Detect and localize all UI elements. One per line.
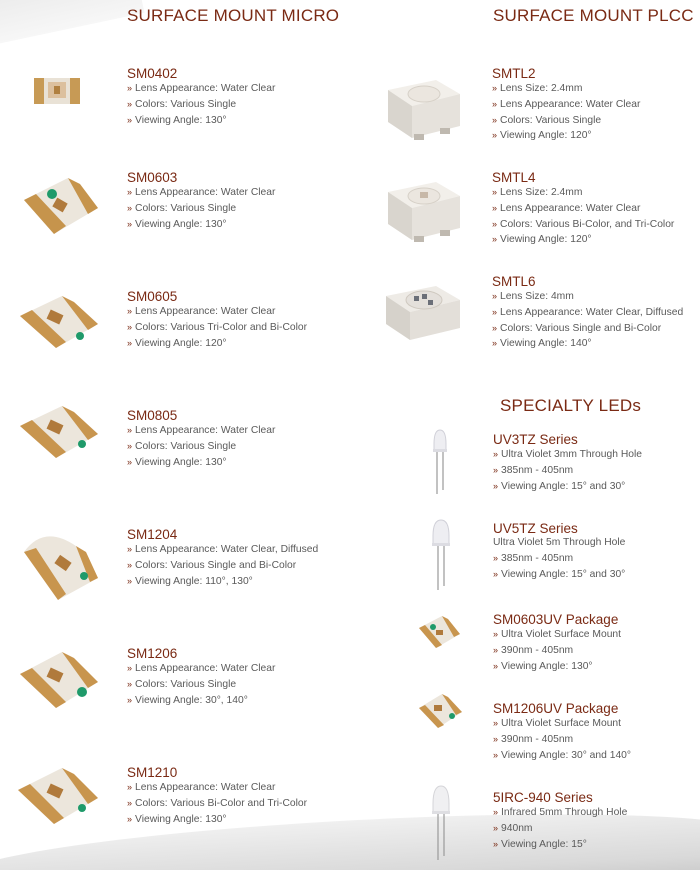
- sm0805-led-image: [14, 400, 104, 466]
- product-uv3tz: [493, 432, 700, 494]
- product-sm0402: [127, 66, 367, 128]
- product-sm1204: [127, 527, 367, 589]
- 5irc-940-led-image: [428, 782, 454, 862]
- product-sm0603: [127, 170, 367, 232]
- spec-line: » Viewing Angle: 120°: [127, 337, 227, 349]
- spec-line: » 385nm - 405nm: [493, 464, 574, 476]
- spec-line: » Viewing Angle: 130°: [127, 813, 227, 825]
- spec-line: » Lens Appearance: Water Clear: [492, 202, 641, 214]
- bullet-icon: »: [127, 813, 133, 824]
- spec-line: » 390nm - 405nm: [493, 644, 574, 656]
- bullet-icon: »: [127, 306, 133, 316]
- bullet-icon: »: [492, 234, 498, 245]
- spec-line: » Lens Appearance: Water Clear, Diffused: [492, 306, 684, 318]
- sm1204-led-image: [14, 518, 106, 608]
- spec-line: » Lens Appearance: Water Clear: [127, 187, 276, 198]
- bullet-icon: »: [492, 322, 498, 333]
- spec-line: » Viewing Angle: 130°: [127, 114, 227, 126]
- spec-line: » Viewing Angle: 120°: [492, 234, 592, 246]
- sm0603uv-led-image: [416, 612, 462, 654]
- bullet-icon: »: [492, 114, 498, 125]
- sm0402-led-image: [28, 70, 88, 112]
- bullet-icon: »: [127, 83, 133, 93]
- bullet-icon: »: [493, 464, 499, 475]
- product-5irc-940: [493, 790, 700, 852]
- bullet-icon: »: [127, 797, 133, 808]
- spec-line: » Lens Appearance: Water Clear: [127, 425, 276, 436]
- product-sm0605: [127, 289, 367, 351]
- bullet-icon: »: [127, 337, 133, 348]
- spec-line: » Ultra Violet Surface Mount: [493, 718, 622, 729]
- bullet-icon: »: [493, 749, 499, 760]
- spec-line: » Lens Appearance: Water Clear: [127, 83, 276, 94]
- product-name: SM1210: [127, 765, 178, 780]
- bullet-icon: »: [127, 98, 133, 109]
- spec-line: » Lens Appearance: Water Clear: [127, 782, 276, 793]
- spec-line: » Viewing Angle: 30° and 140°: [493, 749, 632, 761]
- product-smtl4: [492, 170, 700, 248]
- bullet-icon: »: [493, 552, 499, 563]
- bullet-icon: »: [127, 440, 133, 451]
- bullet-icon: »: [127, 663, 133, 673]
- product-name: SMTL6: [492, 274, 536, 289]
- spec-line: » 385nm - 405nm: [493, 552, 574, 564]
- bullet-icon: »: [492, 98, 498, 109]
- bullet-icon: »: [127, 678, 133, 689]
- product-name: SMTL2: [492, 66, 536, 81]
- bullet-icon: »: [127, 694, 133, 705]
- bullet-icon: »: [127, 425, 133, 435]
- product-sm1206: [127, 646, 367, 708]
- corner-decoration: [0, 0, 144, 46]
- sm1210-led-image: [12, 762, 104, 834]
- product-uv5tz: [493, 521, 700, 582]
- sm1206uv-led-image: [416, 690, 464, 734]
- product-name: SMTL4: [492, 170, 536, 185]
- spec-line: » Lens Size: 2.4mm: [492, 187, 583, 198]
- spec-line: » Lens Appearance: Water Clear: [127, 306, 276, 317]
- bullet-icon: »: [492, 338, 498, 349]
- spec-line: » Colors: Various Bi-Color and Tri-Color: [127, 797, 308, 809]
- bullet-icon: »: [127, 782, 133, 792]
- bullet-icon: »: [127, 559, 133, 570]
- spec-line: » Viewing Angle: 15°: [493, 838, 587, 850]
- product-name: SM0402: [127, 66, 178, 81]
- smtl2-led-image: [384, 72, 464, 144]
- spec-line: » Colors: Various Single: [127, 440, 237, 452]
- bullet-icon: »: [493, 733, 499, 744]
- bullet-icon: »: [127, 114, 133, 125]
- bullet-icon: »: [127, 218, 133, 229]
- spec-line: » Viewing Angle: 30°, 140°: [127, 694, 248, 706]
- product-smtl6: [492, 274, 700, 352]
- spec-line: » Viewing Angle: 15° and 30°: [493, 480, 626, 492]
- bullet-icon: »: [492, 291, 498, 301]
- bullet-icon: »: [127, 456, 133, 467]
- spec-line: » Infrared 5mm Through Hole: [493, 807, 628, 818]
- product-smtl2: [492, 66, 700, 144]
- spec-line: » 390nm - 405nm: [493, 733, 574, 745]
- product-sm0603uv: [493, 612, 700, 674]
- product-name: SM0603: [127, 170, 178, 185]
- spec-line: » Colors: Various Single: [127, 98, 237, 110]
- product-name: SM0603UV Package: [493, 612, 619, 627]
- product-name: UV3TZ Series: [493, 432, 578, 447]
- product-name: 5IRC-940 Series: [493, 790, 593, 805]
- spec-line: » Viewing Angle: 130°: [127, 456, 227, 468]
- bullet-icon: »: [492, 218, 498, 229]
- bullet-icon: »: [493, 807, 499, 817]
- bullet-icon: »: [492, 83, 498, 93]
- spec-line: » Colors: Various Bi-Color, and Tri-Color: [492, 218, 675, 230]
- spec-line: » Lens Appearance: Water Clear: [127, 663, 276, 674]
- bullet-icon: »: [493, 718, 499, 728]
- bullet-icon: »: [492, 202, 498, 213]
- bullet-icon: »: [493, 838, 499, 849]
- spec-line: » Colors: Various Single: [127, 202, 237, 214]
- smtl4-led-image: [384, 174, 464, 246]
- spec-line: » Lens Size: 2.4mm: [492, 83, 583, 94]
- spec-line: » Lens Size: 4mm: [492, 291, 574, 302]
- spec-line: » Colors: Various Tri-Color and Bi-Color: [127, 321, 308, 333]
- uv3tz-led-image: [428, 426, 452, 496]
- bullet-icon: »: [127, 321, 133, 332]
- description-line: Ultra Violet 5m Through Hole: [493, 537, 626, 548]
- spec-line: » Colors: Various Single and Bi-Color: [127, 559, 297, 571]
- spec-line: » Ultra Violet Surface Mount: [493, 629, 622, 640]
- product-name: SM1204: [127, 527, 178, 542]
- bullet-icon: »: [127, 575, 133, 586]
- spec-line: » Lens Appearance: Water Clear, Diffused: [127, 544, 319, 555]
- product-name: SM0805: [127, 408, 178, 423]
- sm1206-led-image: [14, 646, 104, 718]
- bullet-icon: »: [492, 187, 498, 197]
- bullet-icon: »: [493, 568, 499, 579]
- heading-surface-mount-plcc: SURFACE MOUNT PLCC: [493, 6, 694, 25]
- spec-line: » Viewing Angle: 110°, 130°: [127, 575, 253, 587]
- bullet-icon: »: [127, 544, 133, 554]
- bullet-icon: »: [493, 644, 499, 655]
- product-sm1210: [127, 765, 367, 827]
- product-name: SM1206UV Package: [493, 701, 619, 716]
- bullet-icon: »: [493, 449, 499, 459]
- spec-line: » Viewing Angle: 120°: [492, 130, 592, 142]
- bullet-icon: »: [493, 480, 499, 491]
- bullet-icon: »: [493, 660, 499, 671]
- bullet-icon: »: [127, 187, 133, 197]
- spec-line: » 940nm: [493, 822, 533, 834]
- product-sm1206uv: [493, 701, 700, 763]
- product-name: SM1206: [127, 646, 178, 661]
- spec-line: » Viewing Angle: 130°: [493, 660, 593, 672]
- spec-line: » Ultra Violet 3mm Through Hole: [493, 449, 642, 460]
- product-name: SM0605: [127, 289, 178, 304]
- sm0605-led-image: [14, 290, 104, 356]
- bullet-icon: »: [127, 202, 133, 213]
- bullet-icon: »: [492, 130, 498, 141]
- uv5tz-led-image: [428, 516, 454, 592]
- heading-surface-mount-micro: SURFACE MOUNT MICRO: [127, 6, 340, 25]
- bullet-icon: »: [492, 306, 498, 317]
- sm0603-led-image: [16, 170, 104, 242]
- bullet-icon: »: [493, 629, 499, 639]
- smtl6-led-image: [382, 280, 464, 344]
- heading-specialty-leds: SPECIALTY LEDs: [500, 396, 642, 415]
- product-name: UV5TZ Series: [493, 521, 578, 536]
- spec-line: » Colors: Various Single: [127, 678, 237, 690]
- spec-line: » Colors: Various Single: [492, 114, 602, 126]
- spec-line: » Colors: Various Single and Bi-Color: [492, 322, 662, 334]
- spec-line: » Viewing Angle: 140°: [492, 338, 592, 350]
- product-sm0805: [127, 408, 367, 470]
- spec-line: » Viewing Angle: 130°: [127, 218, 227, 230]
- spec-line: » Viewing Angle: 15° and 30°: [493, 568, 626, 580]
- spec-line: » Lens Appearance: Water Clear: [492, 98, 641, 110]
- bullet-icon: »: [493, 822, 499, 833]
